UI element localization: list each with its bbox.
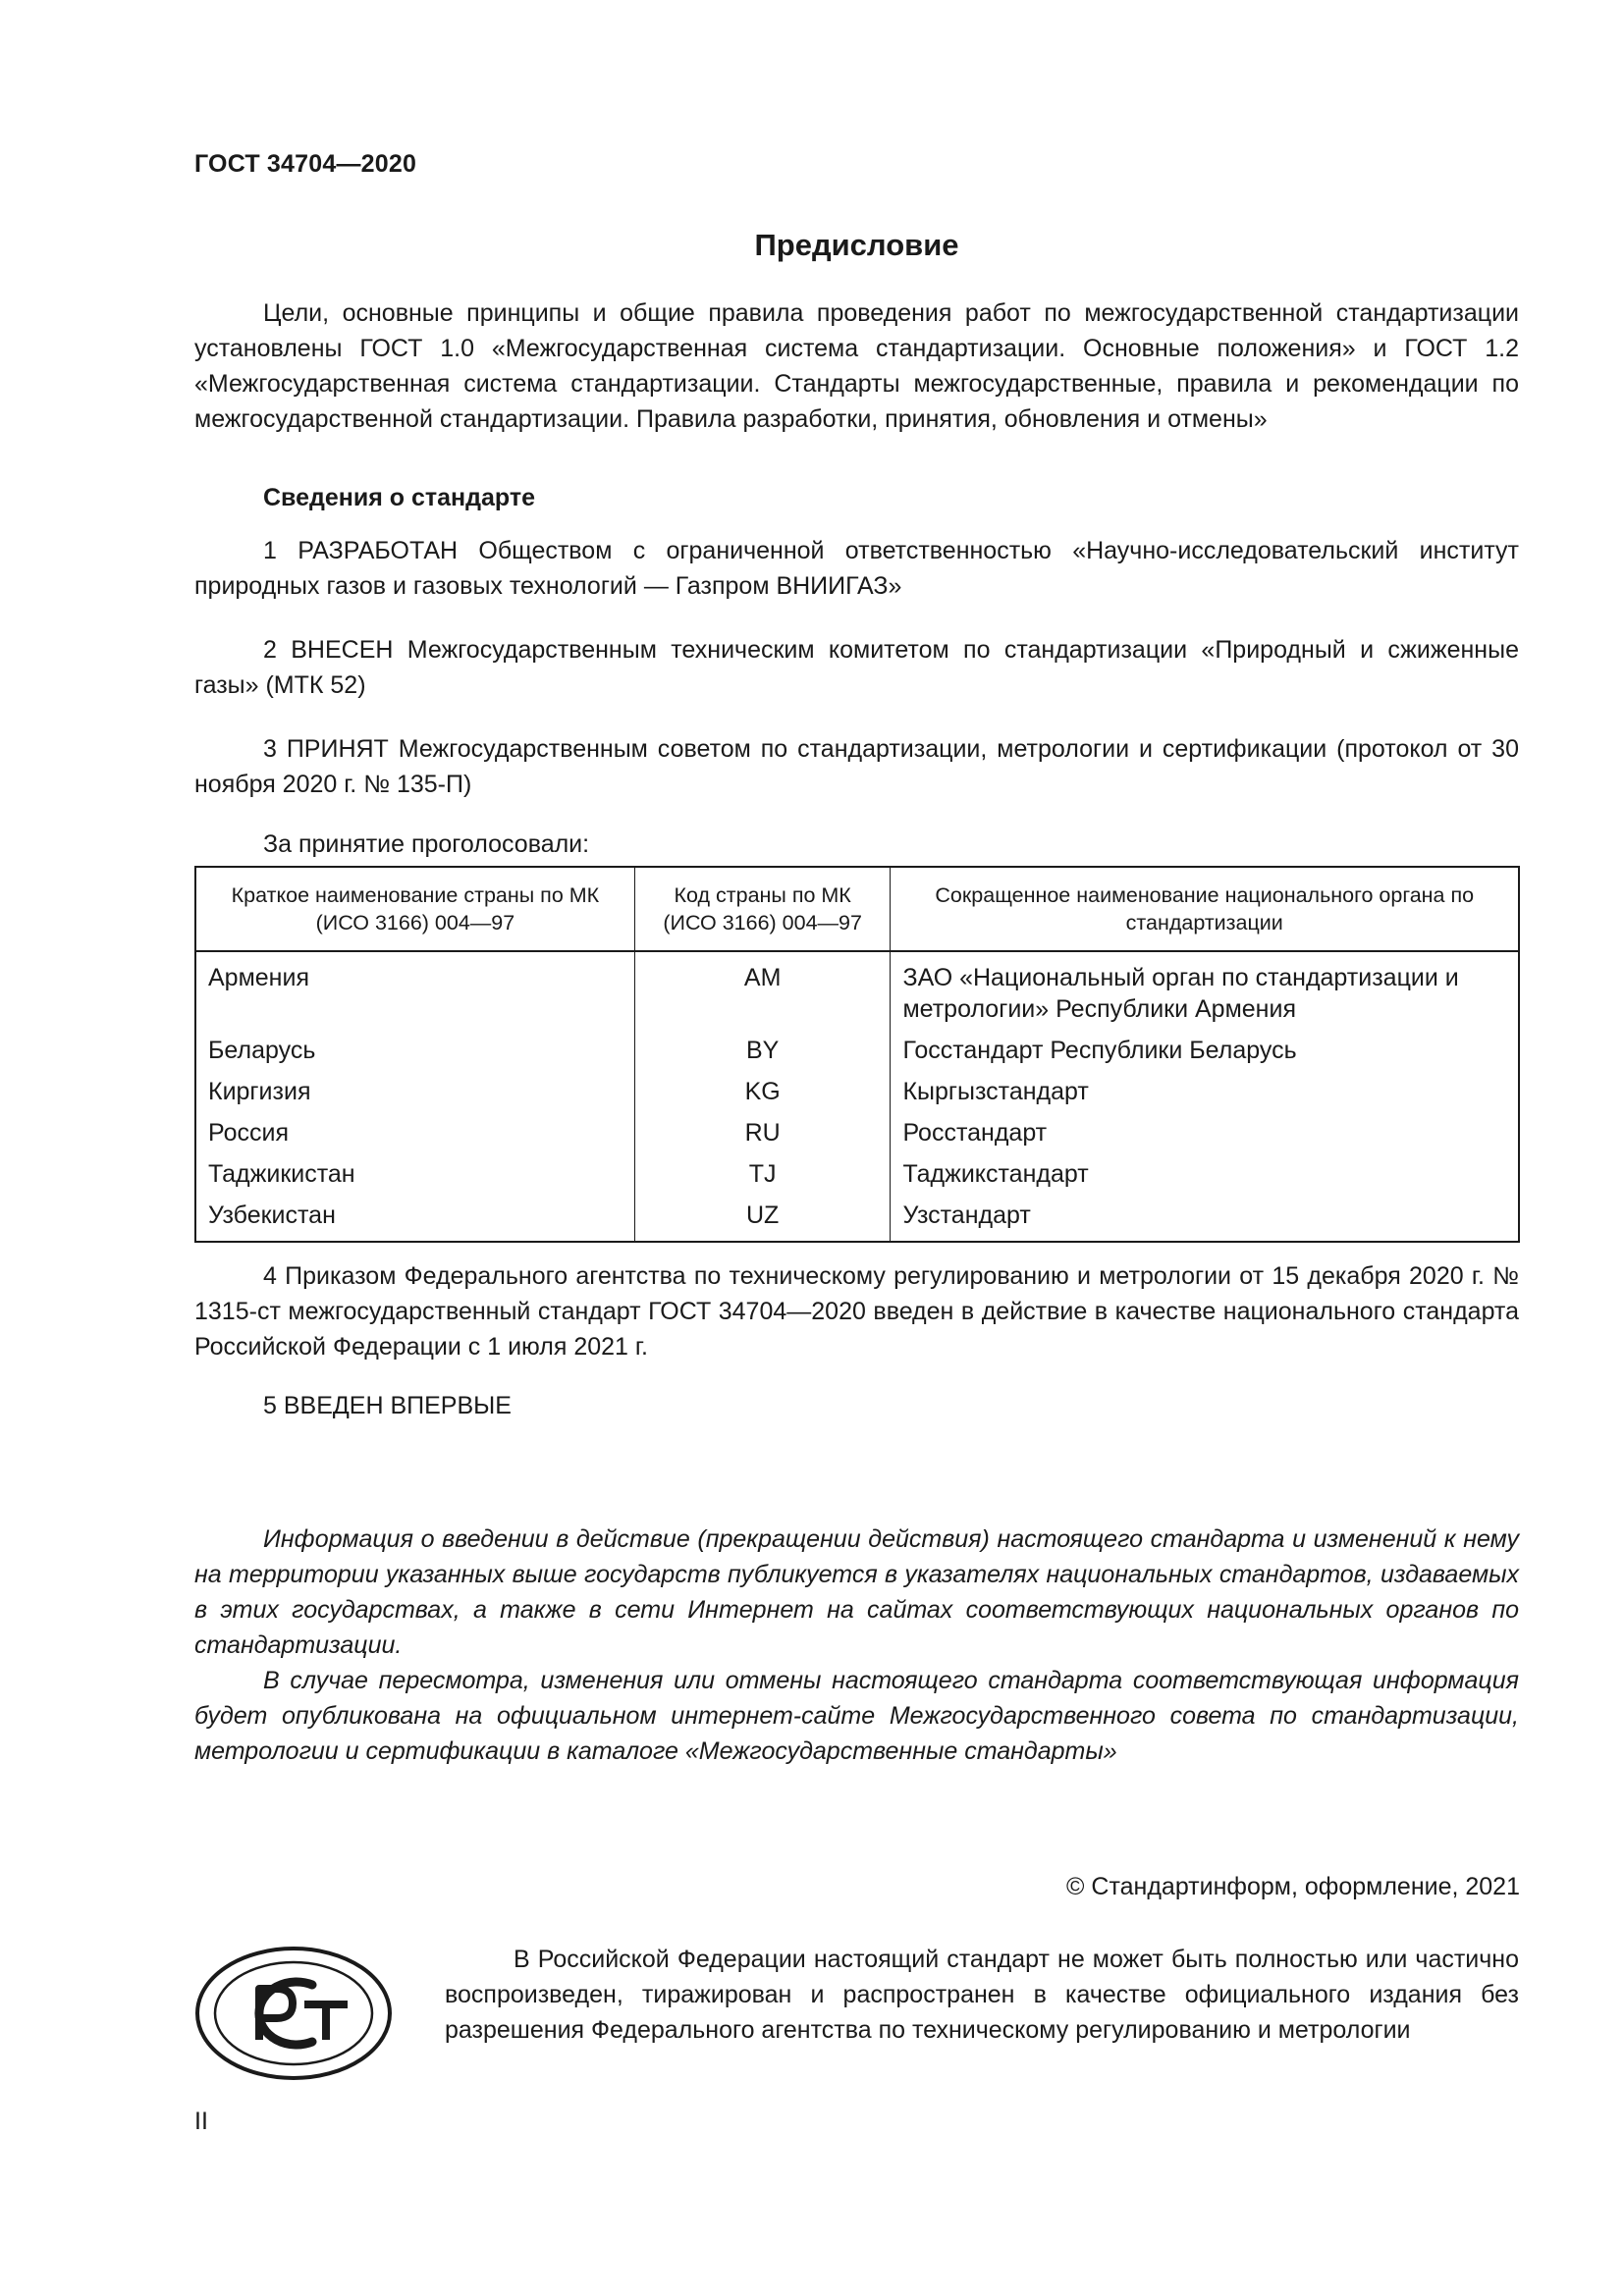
cell-code: KG <box>634 1072 891 1113</box>
cell-country: Узбекистан <box>195 1196 634 1242</box>
cell-code: TJ <box>634 1154 891 1196</box>
copyright-line: © Стандартинформ, оформление, 2021 <box>1066 1873 1520 1900</box>
cell-code: AM <box>634 951 891 1031</box>
rst-conformity-mark-icon <box>194 1946 393 2081</box>
cell-country: Беларусь <box>195 1031 634 1072</box>
item-developed <box>194 533 1519 604</box>
cell-body: Узстандарт <box>891 1196 1519 1242</box>
item-developed-text: 1 РАЗРАБОТАН Обществом с ограниченной ответственностью «Научно-исследовательский институт природных газов и газовых технологий — Газпром ВНИИГАЗ» <box>194 537 1519 600</box>
cell-body: ЗАО «Национальный орган по стандартизации и метрологии» Республики Армения <box>891 951 1519 1031</box>
item-first-introduced: 5 ВВЕДЕН ВПЕРВЫЕ <box>263 1392 512 1419</box>
cell-body: Госстандарт Республики Беларусь <box>891 1031 1519 1072</box>
cell-country: Киргизия <box>195 1072 634 1113</box>
standard-id: ГОСТ 34704—2020 <box>194 150 417 178</box>
cell-country: Таджикистан <box>195 1154 634 1196</box>
table-row <box>195 951 1519 1031</box>
item-adopted-text: 3 ПРИНЯТ Межгосударственным советом по стандартизации, метрологии и сертификации (протокол от 30 ноября 2020 г. № 135-П) <box>194 735 1519 798</box>
table-row <box>195 1072 1519 1113</box>
cell-body: Кыргызстандарт <box>891 1072 1519 1113</box>
cell-code: BY <box>634 1031 891 1072</box>
copyright-restriction <box>445 1942 1519 2048</box>
table-header-row <box>195 867 1519 951</box>
cell-country: Россия <box>195 1113 634 1154</box>
cell-body: Таджикстандарт <box>891 1154 1519 1196</box>
item-enacted <box>194 1258 1519 1364</box>
header-country: Краткое наименование страны по МК (ИСО 3166) 004—97 <box>195 867 634 951</box>
notice-block <box>194 1522 1519 1769</box>
cell-country: Армения <box>195 951 634 1031</box>
item-submitted-text: 2 ВНЕСЕН Межгосударственным техническим комитетом по стандартизации «Природный и сжиженные газы» (МТК 52) <box>194 636 1519 699</box>
item-adopted <box>194 731 1519 802</box>
voted-label: За принятие проголосовали: <box>263 830 590 858</box>
header-body: Сокращенное наименование национального органа по стандартизации <box>891 867 1519 951</box>
notice-paragraph: Информация о введении в действие (прекращении действия) настоящего стандарта и изменений к нему на территории указанных выше государств публикуется в указателях национальных стандартов, издаваемых в этих государствах, а также в сети Интернет на сайтах соответствующих национальных органов по стандартизации. <box>194 1525 1519 1659</box>
page-title: Предисловие <box>754 228 959 262</box>
table-row <box>195 1113 1519 1154</box>
intro-paragraph: Цели, основные принципы и общие правила проведения работ по межгосударственной стандартизации установлены ГОСТ 1.0 «Межгосударственная система стандартизации. Основные положения» и ГОСТ 1.2 «Межгосударственная система стандартизации. Стандарты межгосударственные, правила и рекомендации по межгосударственной стандартизации. Правила разработки, принятия, обновления и отмены» <box>194 299 1519 433</box>
about-heading: Сведения о стандарте <box>263 484 536 511</box>
cell-code: UZ <box>634 1196 891 1242</box>
cell-code: RU <box>634 1113 891 1154</box>
intro-section <box>194 295 1519 437</box>
table-row <box>195 1031 1519 1072</box>
notice-paragraph: В случае пересмотра, изменения или отмены настоящего стандарта соответствующая информация будет опубликована на официальном интернет-сайте Межгосударственного совета по стандартизации, метрологии и сертификации в каталоге «Межгосударственные стандарты» <box>194 1667 1519 1765</box>
voting-countries-table <box>194 866 1520 1243</box>
table-row <box>195 1196 1519 1242</box>
cell-body: Росстандарт <box>891 1113 1519 1154</box>
table-row <box>195 1154 1519 1196</box>
item-enacted-text: 4 Приказом Федерального агентства по техническому регулированию и метрологии от 15 декабря 2020 г. № 1315-ст межгосударственный стандарт ГОСТ 34704—2020 введен в действие в качестве национального стандарта Российской Федерации с 1 июля 2021 г. <box>194 1262 1519 1361</box>
item-submitted <box>194 632 1519 703</box>
page-number: II <box>194 2108 208 2135</box>
header-code: Код страны по МК (ИСО 3166) 004—97 <box>634 867 891 951</box>
copyright-restriction-text: В Российской Федерации настоящий стандарт не может быть полностью или частично воспроизведен, тиражирован и распространен в качестве официального издания без разрешения Федерального агентства по техническому регулированию и метрологии <box>445 1946 1519 2044</box>
